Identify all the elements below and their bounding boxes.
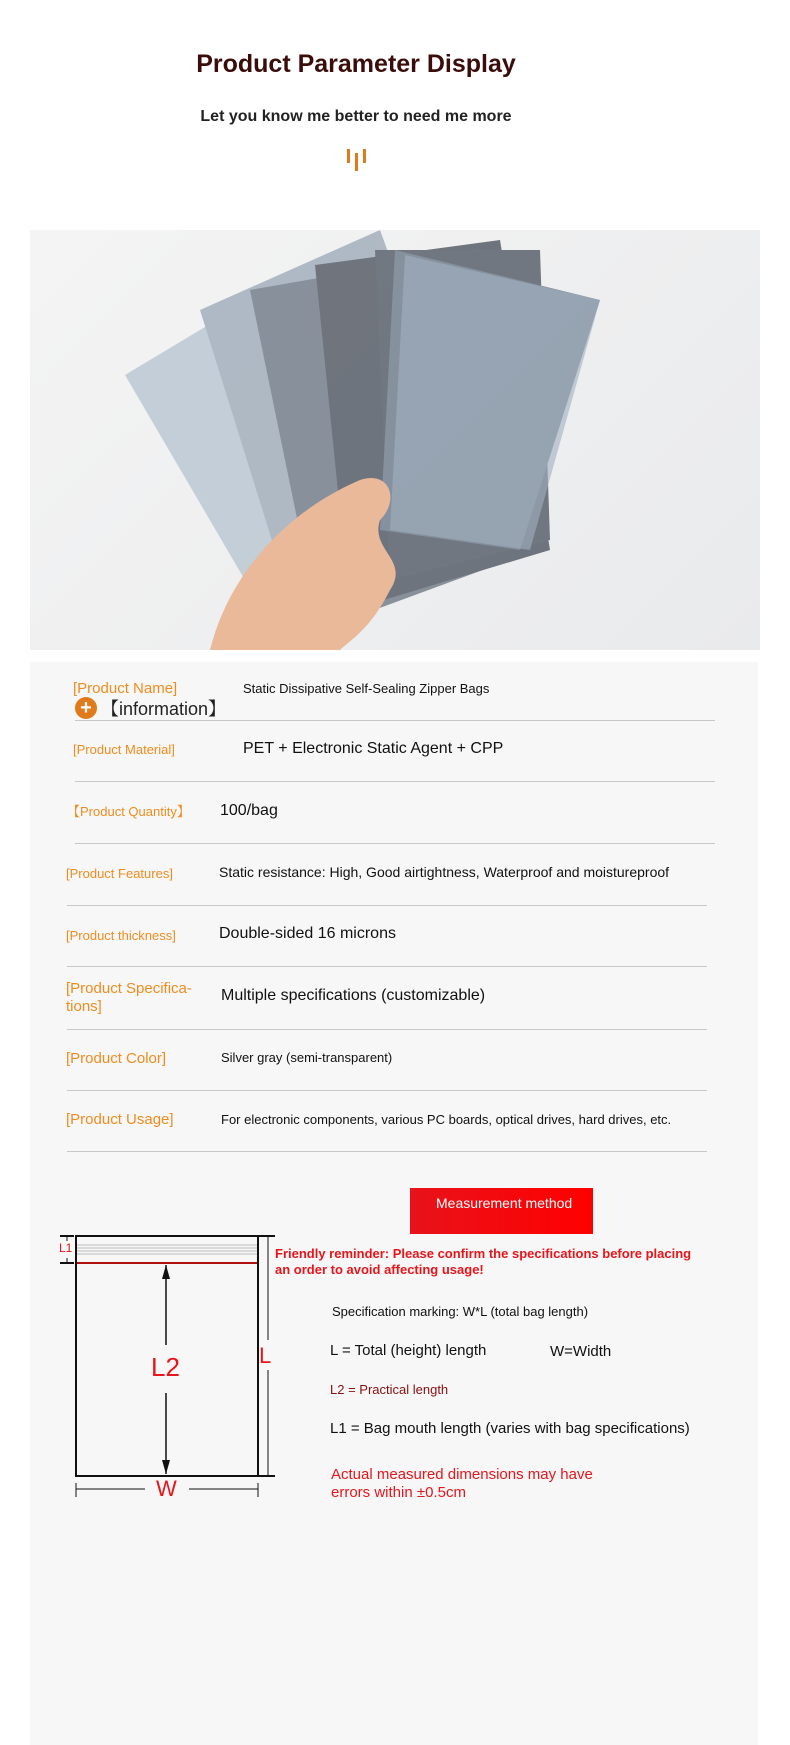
divider [75, 720, 715, 721]
info-heading-label: 【information】 [101, 699, 227, 719]
l2-label: L2 [151, 1352, 180, 1382]
measurement-method-button[interactable]: Measurement method [410, 1188, 593, 1234]
row-value: Static resistance: High, Good airtightness, Waterproof and moistureproof [219, 864, 670, 880]
row-value: 100/bag [220, 802, 278, 819]
product-photo [30, 230, 760, 650]
divider [67, 1029, 707, 1030]
row-label: [Product Specifica-tions] [66, 980, 192, 1015]
row-value: Double-sided 16 microns [219, 925, 396, 942]
w-label: W [156, 1476, 177, 1501]
spec-marking: Specification marking: W*L (total bag length) [332, 1304, 589, 1319]
divider [67, 905, 707, 906]
row-label: [Product Color] [66, 1050, 167, 1067]
l-label: L [259, 1343, 272, 1368]
row-label: [Product Features] [66, 866, 173, 881]
l-definition: L = Total (height) length [330, 1342, 487, 1359]
divider [67, 966, 707, 967]
page-title: Product Parameter Display [196, 50, 516, 78]
decorative-bars-icon [345, 147, 369, 173]
l1-definition: L1 = Bag mouth length (varies with bag specifications) [330, 1420, 690, 1437]
row-value: Static Dissipative Self-Sealing Zipper Bags [243, 681, 490, 696]
friendly-reminder: Friendly reminder: Please confirm the specifications before placing an order to avoid affecting usage! [275, 1246, 692, 1277]
plus-circle-icon: + [75, 697, 97, 719]
page-subtitle: Let you know me better to need me more [200, 108, 512, 125]
divider [75, 781, 715, 782]
l2-definition: L2 = Practical length [330, 1382, 449, 1397]
row-value: Multiple specifications (customizable) [221, 987, 486, 1004]
divider [67, 1090, 707, 1091]
row-label: [Product Name] [73, 680, 178, 697]
info-heading [75, 695, 226, 721]
row-value: Silver gray (semi-transparent) [221, 1050, 393, 1065]
row-label: [Product Usage] [66, 1111, 174, 1128]
divider [75, 843, 715, 844]
divider [67, 1151, 707, 1152]
row-value: For electronic components, various PC boards, optical drives, hard drives, etc. [221, 1112, 672, 1127]
row-label: [Product Material] [73, 742, 175, 757]
l1-label: L1 [59, 1241, 73, 1255]
row-label: 【Product Quantity】 [67, 804, 190, 819]
row-value: PET + Electronic Static Agent + CPP [243, 740, 504, 757]
info-panel [30, 662, 758, 1745]
row-label: [Product thickness] [66, 928, 176, 943]
w-definition: W=Width [550, 1343, 612, 1360]
error-note: Actual measured dimensions may have errors within ±0.5cm [331, 1466, 593, 1501]
zipper-bags-image [30, 230, 760, 650]
